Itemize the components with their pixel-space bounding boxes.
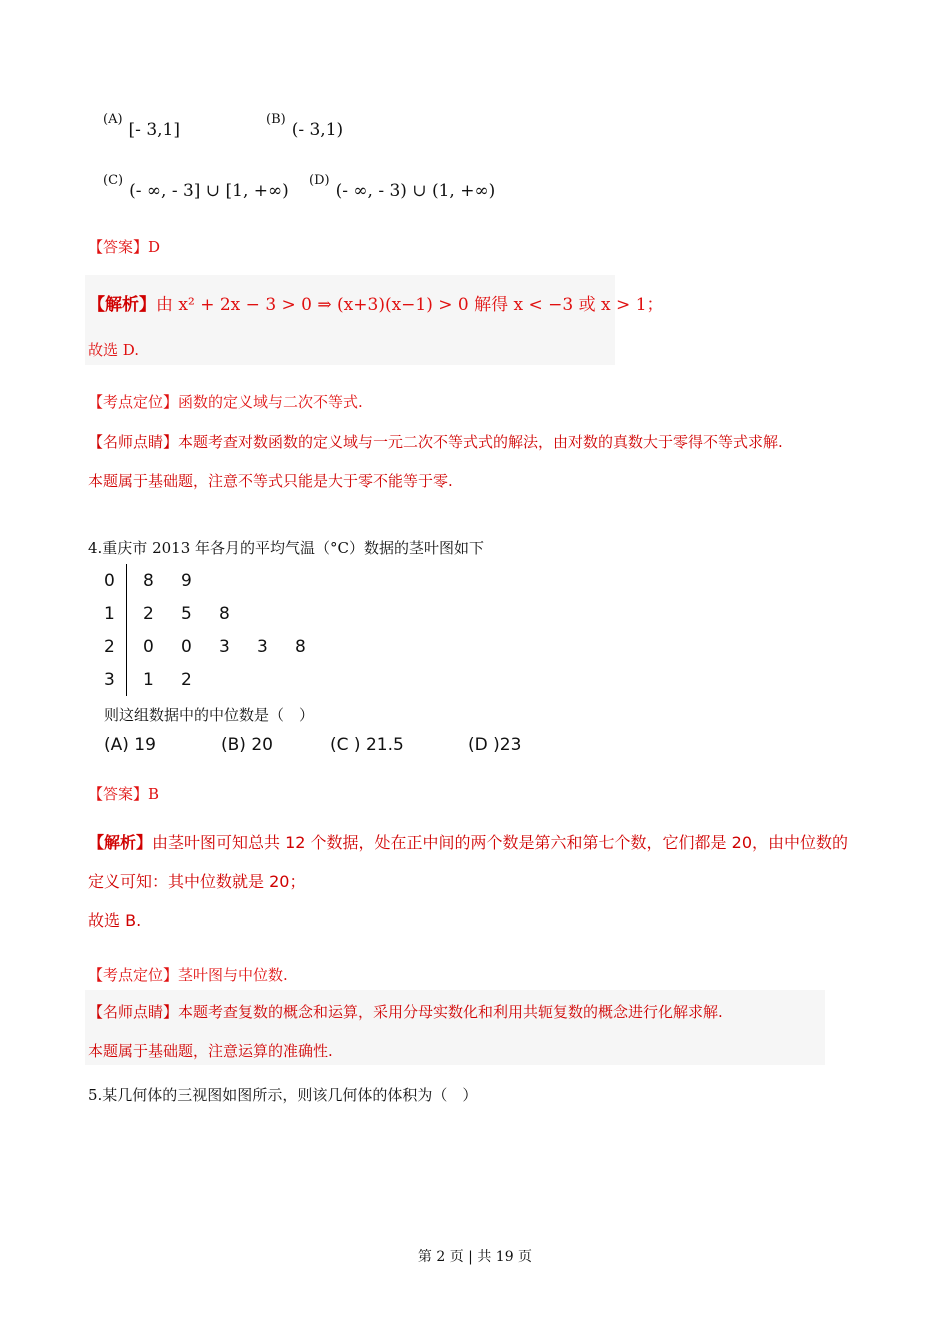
question-4: 4.重庆市 2013 年各月的平均气温（°C）数据的茎叶图如下 [88,539,485,557]
option-c: $^{(C)}$(- ∞, - 3] ∪ [1, +∞) [103,173,289,201]
teacher-tip: 【名师点睛】本题考查复数的概念和运算，采用分母实数化和利用共轭复数的概念进行化解求解. [88,1003,723,1021]
watermark [85,275,615,365]
question-5: 5.某几何体的三视图如图所示，则该几何体的体积为（ ） [88,1086,478,1104]
option-c: (C ) 21.5 [330,735,404,755]
option-a: (A) 19 [104,735,156,755]
page-footer: 第 2 页 | 共 19 页 [417,1249,533,1265]
option-d: $^{(D)}$(- ∞, - 3) ∪ (1, +∞) [309,173,496,201]
stem-leaf-plot: 0 8 9 1 2 5 8 2 0 0 3 3 8 3 1 2 [104,564,333,696]
analysis-line2: 定义可知：其中位数就是 20； [88,872,306,891]
analysis: 【解析】由茎叶图可知总共 12 个数据，处在正中间的两个数是第六和第七个数，它们都是 20，由中位数的 [88,833,848,852]
topic: 【考点定位】茎叶图与中位数. [88,966,288,984]
answer: 【答案】D [88,238,161,256]
option-b: (B) 20 [221,735,273,755]
option-b: $^{(B)}$(- 3,1) [266,112,344,140]
question-4-prompt: 则这组数据中的中位数是（ ） [104,706,315,724]
analysis: 【解析】由 x² + 2x − 3 > 0 ⇒ (x+3)(x−1) > 0 解得 x < −3 或 x > 1； [88,295,664,315]
conclusion: 故选 B. [88,911,142,930]
teacher-tip: 【名师点睛】本题考查对数函数的定义域与一元二次不等式式的解法，由对数的真数大于零得不等式求解. [88,433,783,451]
topic: 【考点定位】函数的定义域与二次不等式. [88,393,363,411]
q4-options [104,735,521,755]
teacher-tip-line2: 本题属于基础题，注意不等式只能是大于零不能等于零. [88,472,453,490]
conclusion: 故选 D. [88,341,140,359]
answer: 【答案】B [88,785,160,803]
option-a: $^{(A)}$[- 3,1] [103,112,180,140]
teacher-tip-line2: 本题属于基础题，注意运算的准确性. [88,1042,333,1060]
option-d: (D )23 [468,735,522,755]
